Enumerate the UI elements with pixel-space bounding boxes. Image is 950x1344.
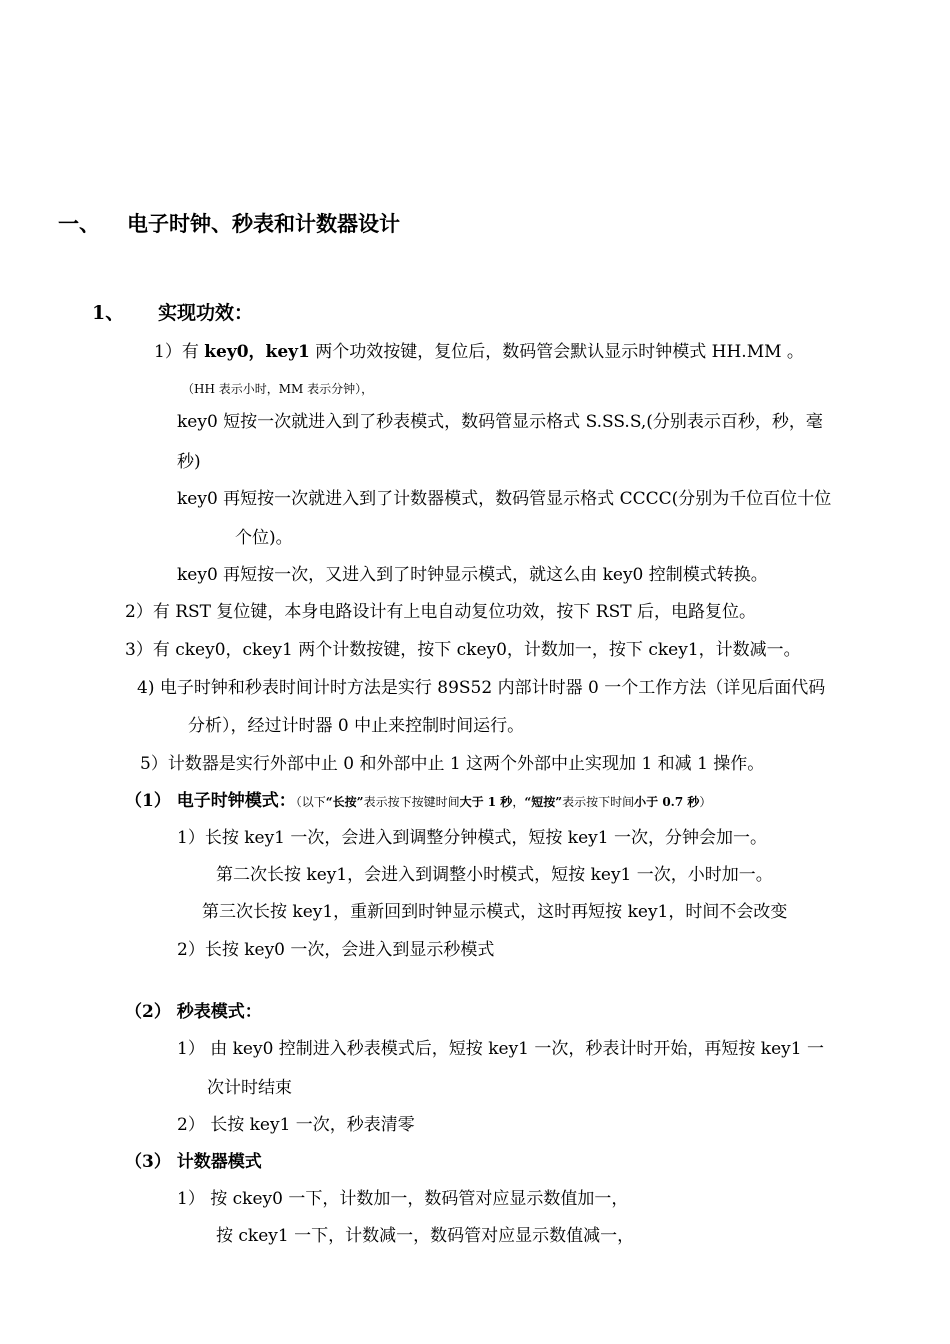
clock-mode-label: （1） 电子时钟模式： [125, 791, 296, 811]
clock-mode-line-2: 第二次长按 key1，会进入到调整小时模式，短按 key1 一次，小时加一。 [216, 865, 773, 885]
section-number: 一、 [58, 211, 100, 236]
clock-mode-line-1: 1）长按 key1 一次，会进入到调整分钟模式，短按 key1 一次，分钟会加一。 [177, 828, 767, 848]
feature-1-line [154, 340, 804, 364]
stopwatch-mode-heading: （2） 秒表模式： [125, 1002, 262, 1022]
feature-3: 3）有 ckey0，ckey1 两个计数按键，按下 ckey0，计数加一，按下 ckey1，计数减一。 [125, 640, 801, 660]
feature-1-line-7: key0 再短按一次，又进入到了时钟显示模式，就这么由 key0 控制模式转换。 [177, 565, 768, 585]
stopwatch-mode-line-3: 2） 长按 key1 一次，秒表清零 [177, 1115, 415, 1135]
subsection-title: 实现功效： [158, 302, 254, 324]
feature-1-prefix: 1）有 [154, 342, 205, 362]
press-duration-note: （以下“长按”表示按下按键时间大于 1 秒，“短按”表示按下时间小于 0.7 秒） [295, 795, 712, 809]
feature-1-line-4: 秒) [177, 452, 201, 472]
subsection-number: 1、 [92, 302, 125, 324]
feature-1-text: 两个功效按键，复位后，数码管会默认显示时钟模式 HH.MM 。 [309, 342, 804, 362]
counter-mode-line-2: 按 ckey1 一下，计数减一，数码管对应显示数值减一， [216, 1226, 635, 1246]
feature-1-line-6: 个位)。 [235, 528, 293, 548]
feature-2: 2）有 RST 复位键，本身电路设计有上电自动复位功效，按下 RST 后，电路复位。 [125, 602, 756, 622]
stopwatch-mode-line-2: 次计时结束 [207, 1078, 292, 1098]
clock-mode-heading [125, 789, 711, 814]
counter-mode-heading: （3） 计数器模式 [125, 1152, 262, 1172]
feature-4-line-1: 4) 电子时钟和秒表时间计时方法是实行 89S52 内部计时器 0 一个工作方法（详见后面代码 [137, 678, 826, 698]
counter-mode-line-1: 1） 按 ckey0 一下，计数加一，数码管对应显示数值加一， [177, 1189, 629, 1209]
feature-1-line-5: key0 再短按一次就进入到了计数器模式，数码管显示格式 CCCC(分别为千位百位十位 [177, 489, 832, 509]
clock-mode-line-3: 第三次长按 key1，重新回到时钟显示模式，这时再短按 key1，时间不会改变 [202, 902, 788, 922]
section-title: 电子时钟、秒表和计数器设计 [127, 211, 400, 236]
feature-4-line-2: 分析），经过计时器 0 中止来控制时间运行。 [188, 716, 525, 736]
feature-1-line-3: key0 短按一次就进入到了秒表模式，数码管显示格式 S.SS.S,(分别表示百秒，秒，毫 [177, 412, 823, 432]
feature-1-note: （HH 表示小时，MM 表示分钟）， [182, 382, 374, 396]
feature-1-keys: key0，key1 [204, 342, 310, 362]
feature-5: 5）计数器是实行外部中止 0 和外部中止 1 这两个外部中止实现加 1 和减 1 操作。 [140, 754, 765, 774]
stopwatch-mode-line-1: 1） 由 key0 控制进入秒表模式后，短按 key1 一次，秒表计时开始，再短按 key1 一 [177, 1039, 824, 1059]
clock-mode-line-4: 2）长按 key0 一次，会进入到显示秒模式 [177, 940, 495, 960]
